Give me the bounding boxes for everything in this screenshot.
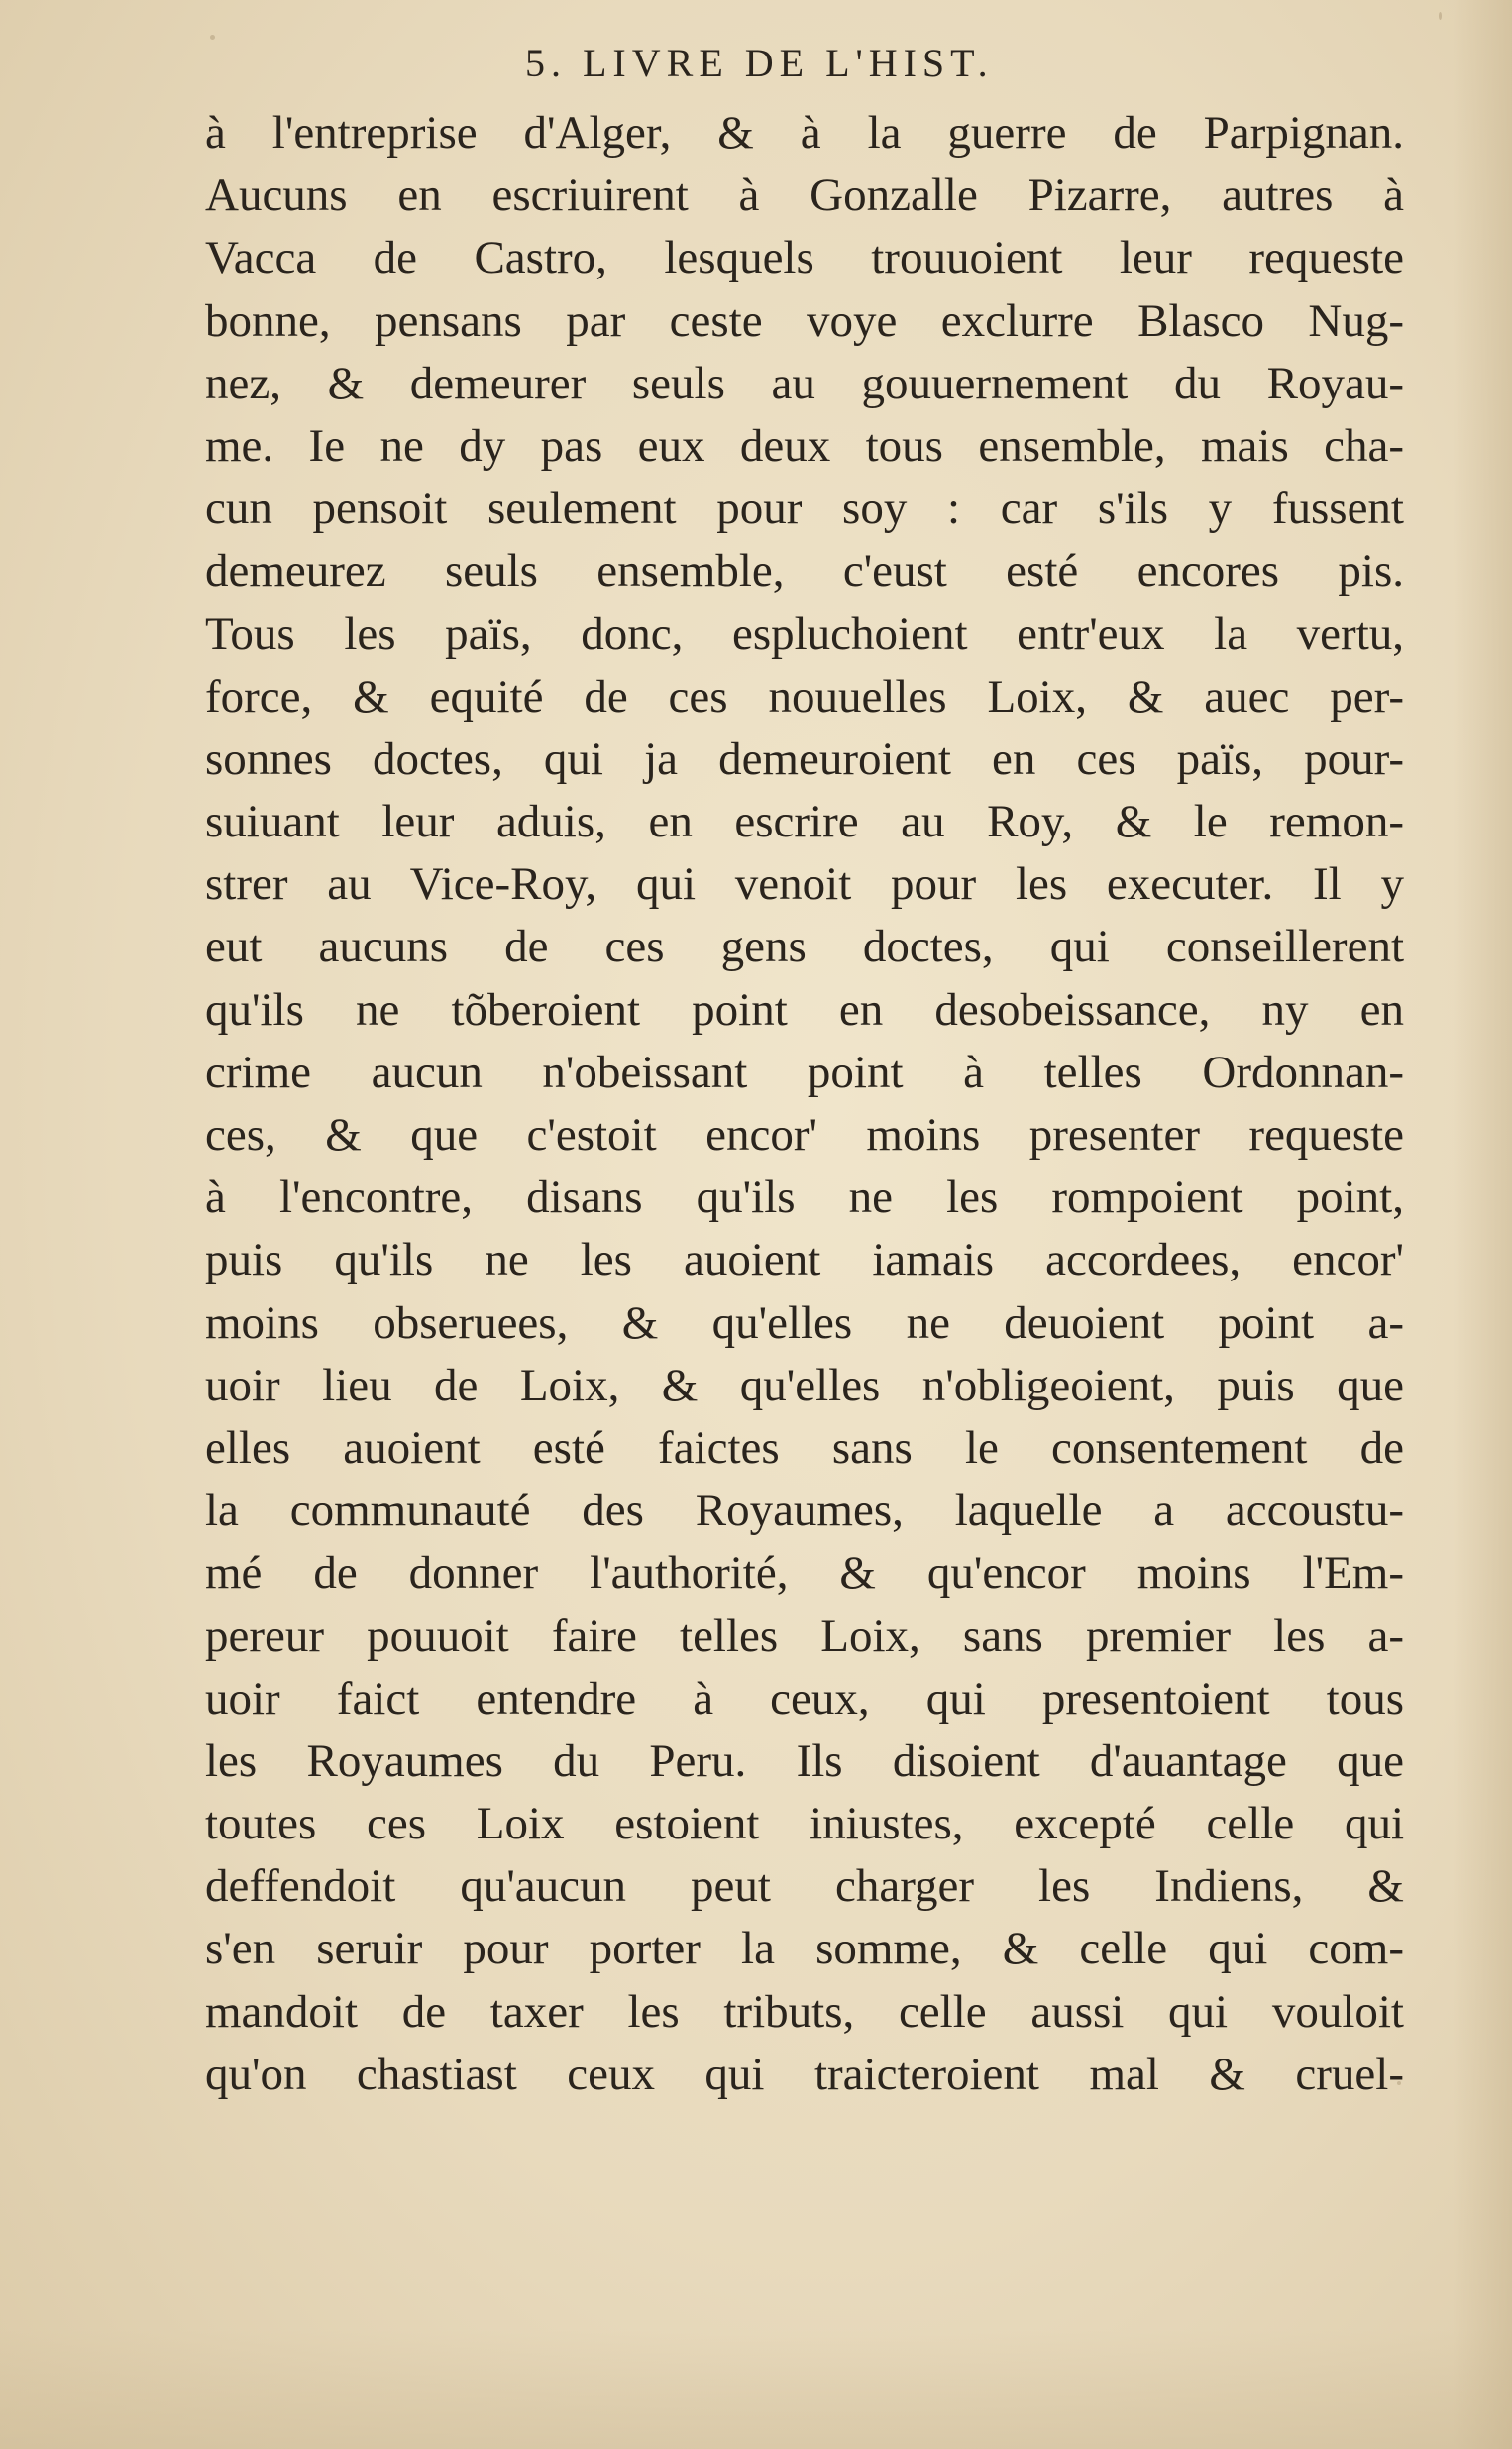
text-line: mandoit de taxer les tributs, celle aussi qui vouloit (205, 1985, 1404, 2038)
text-line: strer au Vice-Roy, qui venoit pour les executer. Il y (205, 858, 1404, 911)
text-line: pereur pouuoit faire telles Loix, sans premier les a- (205, 1610, 1404, 1662)
body-text (205, 102, 1404, 2106)
text-line: demeurez seuls ensemble, c'eust esté encores pis. (205, 545, 1404, 598)
running-head: 5. LIVRE DE L'HIST. (525, 41, 994, 85)
text-line: les Royaumes du Peru. Ils disoient d'auantage que (205, 1734, 1404, 1787)
text-line: qu'on chastiast ceux qui traicteroient mal & cruel- (205, 2048, 1404, 2100)
page-edge-shadow (1453, 0, 1512, 2449)
text-line: sonnes doctes, qui ja demeuroient en ces païs, pour- (205, 732, 1404, 785)
text-line: cun pensoit seulement pour soy : car s'ils y fussent (205, 483, 1404, 535)
text-line: s'en seruir pour porter la somme, & celle qui com- (205, 1923, 1404, 1975)
text-line: à l'entreprise d'Alger, & à la guerre de Parpignan. (205, 107, 1404, 159)
text-line: deffendoit qu'aucun peut charger les Indiens, & (205, 1860, 1404, 1913)
text-line: uoir lieu de Loix, & qu'elles n'obligeoient, puis que (205, 1359, 1404, 1411)
text-line: mé de donner l'authorité, & qu'encor moins l'Em- (205, 1547, 1404, 1600)
page-bottom-shadow (0, 2330, 1512, 2449)
text-line: suiuant leur aduis, en escrire au Roy, & le remon- (205, 796, 1404, 848)
text-line: toutes ces Loix estoient iniustes, excepté celle qui (205, 1798, 1404, 1850)
text-line: Aucuns en escriuirent à Gonzalle Pizarre, autres à (205, 169, 1404, 222)
text-line: bonne, pensans par ceste voye exclurre Blasco Nug- (205, 294, 1404, 347)
text-line: crime aucun n'obeissant point à telles Ordonnan- (205, 1046, 1404, 1098)
text-line: uoir faict entendre à ceux, qui presentoient tous (205, 1672, 1404, 1725)
text-line: force, & equité de ces nouuelles Loix, & auec per- (205, 670, 1404, 723)
text-line: eut aucuns de ces gens doctes, qui conseillerent (205, 921, 1404, 973)
text-line: à l'encontre, disans qu'ils ne les rompoient point, (205, 1171, 1404, 1224)
text-line: la communauté des Royaumes, laquelle a accoustu- (205, 1485, 1404, 1537)
ink-speck (210, 35, 215, 40)
text-line: nez, & demeurer seuls au gouuernement du Royau- (205, 357, 1404, 409)
text-line: qu'ils ne tõberoient point en desobeissance, ny en (205, 983, 1404, 1036)
text-line: elles auoient esté faictes sans le consentement de (205, 1421, 1404, 1474)
text-line: me. Ie ne dy pas eux deux tous ensemble, mais cha- (205, 419, 1404, 472)
text-line: moins obseruees, & qu'elles ne deuoient point a- (205, 1296, 1404, 1349)
text-line: Vacca de Castro, lesquels trouuoient leur requeste (205, 232, 1404, 284)
text-line: puis qu'ils ne les auoient iamais accordees, encor' (205, 1234, 1404, 1286)
text-line: ces, & que c'estoit encor' moins presenter requeste (205, 1109, 1404, 1161)
text-line: Tous les païs, donc, espluchoient entr'eux la vertu, (205, 608, 1404, 660)
ink-speck (1439, 12, 1442, 20)
